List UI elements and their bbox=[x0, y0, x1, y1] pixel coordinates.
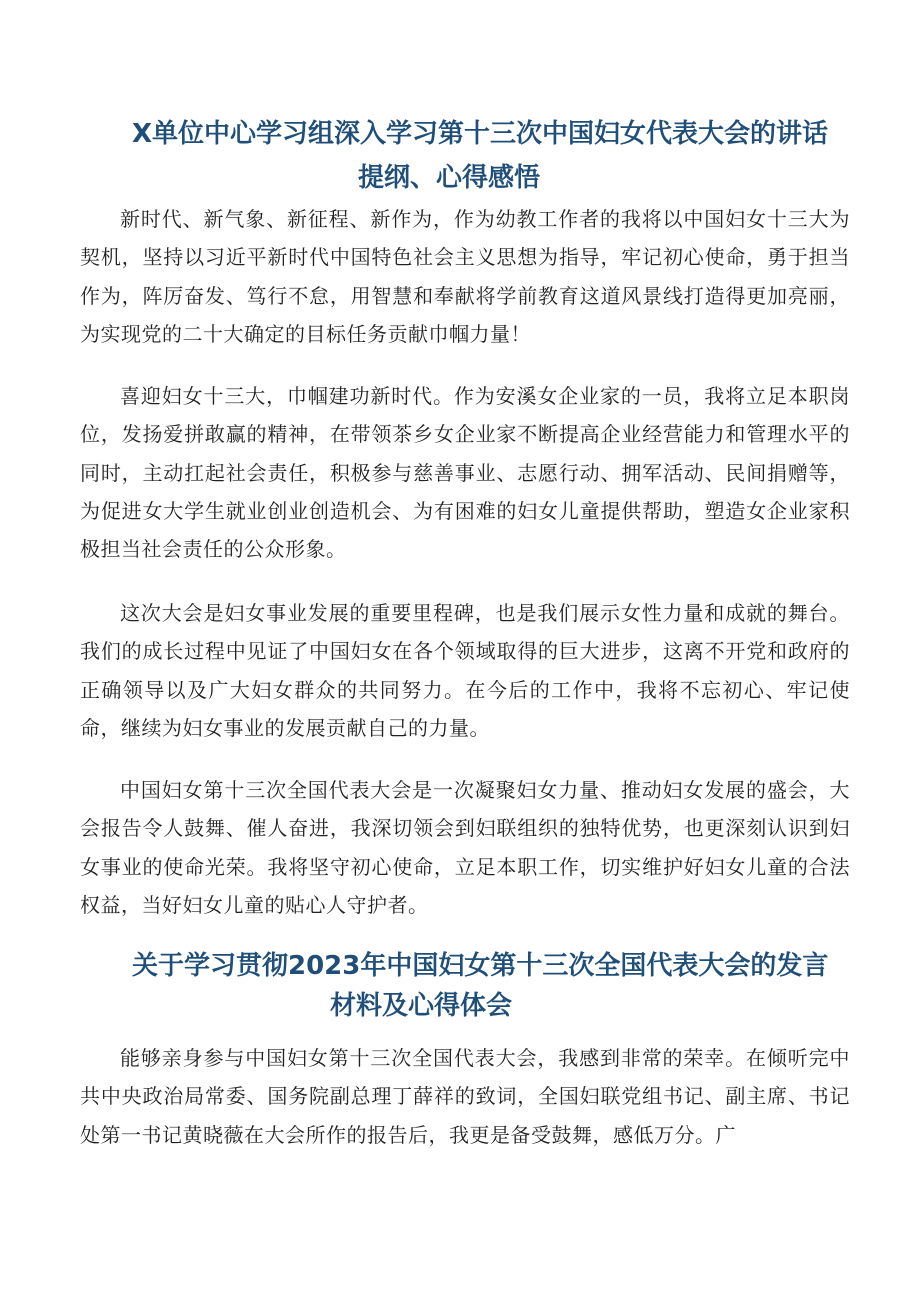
paragraph-4: 中国妇女第十三次全国代表大会是一次凝聚妇女力量、推动妇女发展的盛会，大会报告令人鼓舞、催人奋进，我深切领会到妇联组织的独特优势，也更深刻认识到妇女事业的使命光荣。我将坚守初心使命，立足本职工作，切实维护好妇女儿童的合法权益，当好妇女儿童的贴心人守护者。 bbox=[80, 778, 850, 917]
document-title-line-1: X单位中心学习组深入学习第十三次中国妇女代表大会的讲话 bbox=[132, 119, 829, 149]
paragraph-1: 新时代、新气象、新征程、新作为，作为幼教工作者的我将以中国妇女十三大为契机，坚持以习近平新时代中国特色社会主义思想为指导，牢记初心使命，勇于担当作为，阵厉奋发、笃行不怠，用智慧和奉献将学前教育这道风景线打造得更加亮丽，为实现党的二十大确定的目标任务贡献巾帼力量！ bbox=[80, 207, 850, 346]
paragraph-5: 能够亲身参与中国妇女第十三次全国代表大会，我感到非常的荣幸。在倾听完中共中央政治局常委、国务院副总理丁薛祥的致词，全国妇联党组书记、副主席、书记处第一书记黄晓薇在大会所作的报告后，我更是备受鼓舞，感低万分。广 bbox=[80, 1046, 850, 1147]
section-title-line-1: 关于学习贯彻2023年中国妇女第十三次全国代表大会的发言 bbox=[132, 951, 829, 981]
paragraph-3: 这次大会是妇女事业发展的重要里程碑，也是我们展示女性力量和成就的舞台。我们的成长过程中见证了中国妇女在各个领域取得的巨大进步，这离不开党和政府的正确领导以及广大妇女群众的共同努力。在今后的工作中，我将不忘初心、牢记使命，继续为妇女事业的发展贡献自己的力量。 bbox=[80, 601, 850, 740]
section-title-line-2: 材料及心得体会 bbox=[330, 991, 513, 1021]
paragraph-2: 喜迎妇女十三大，巾帼建功新时代。作为安溪女企业家的一员，我将立足本职岗位，发扬爱拼敢赢的精神，在带领茶乡女企业家不断提高企业经营能力和管理水平的同时，主动扛起社会责任，积极参与慈善事业、志愿行动、拥军活动、民间捐赠等，为促进女大学生就业创业创造机会、为有困难的妇女儿童提供帮助，塑造女企业家积极担当社会责任的公众形象。 bbox=[80, 384, 850, 562]
document-title-line-2: 提纲、心得感悟 bbox=[358, 163, 541, 193]
